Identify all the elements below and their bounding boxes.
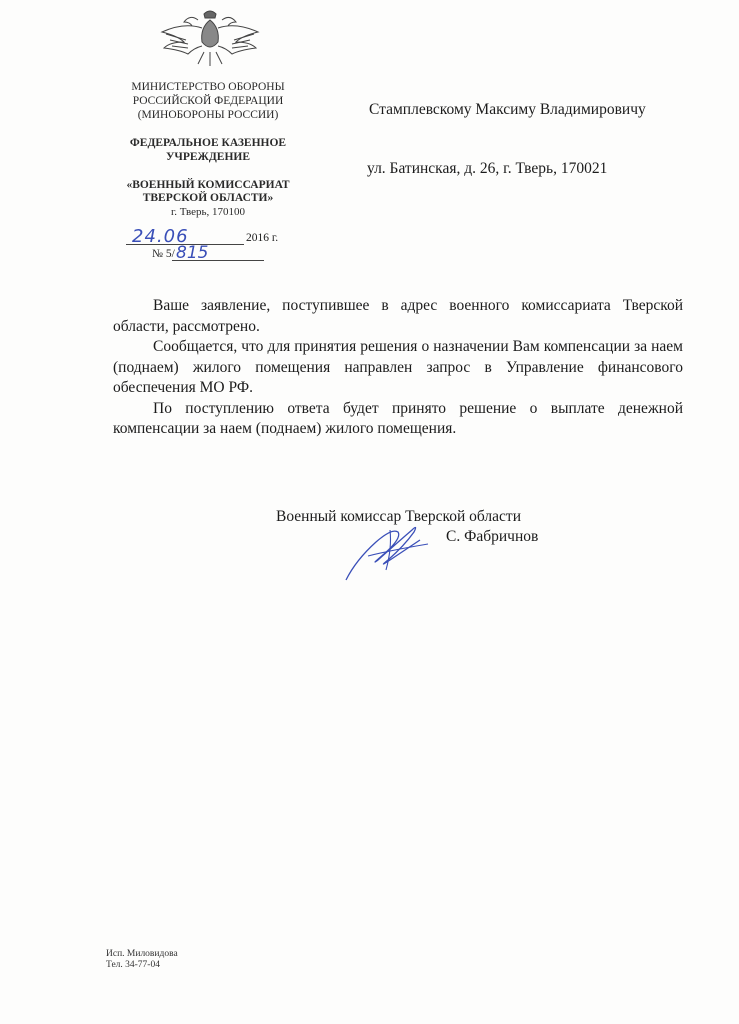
recipient-name: Стамплевскому Максиму Владимировичу <box>369 101 646 118</box>
recipient-address: ул. Батинская, д. 26, г. Тверь, 170021 <box>367 160 608 177</box>
institution-header <box>108 136 308 164</box>
signatory-position: Военный комиссар Тверской области <box>276 508 521 525</box>
letter-body <box>113 296 683 440</box>
signatory-name: С. Фабричнов <box>446 528 539 545</box>
body-paragraph: По поступлению ответа будет принято решение о выплате денежной компенсации за наем (поднаем) жилого помещения. <box>113 399 683 437</box>
ministry-line: МИНИСТЕРСТВО ОБОРОНЫ <box>131 81 285 93</box>
double-headed-eagle-emblem-icon <box>156 6 264 68</box>
handwritten-number: 815 <box>176 243 209 263</box>
number-prefix: № 5/ <box>152 248 175 260</box>
commissariat-header <box>108 179 308 205</box>
institution-line: ФЕДЕРАЛЬНОЕ КАЗЕННОЕ <box>129 137 287 149</box>
institution-line: УЧРЕЖДЕНИЕ <box>165 151 251 163</box>
executor-phone: Тел. 34-77-04 <box>106 960 160 970</box>
commissariat-line: ТВЕРСКОЙ ОБЛАСТИ» <box>142 192 274 204</box>
commissariat-line: «ВОЕННЫЙ КОМИССАРИАТ <box>126 179 290 191</box>
date-year: 2016 г. <box>246 232 279 244</box>
ministry-header <box>108 80 308 122</box>
body-paragraph: Сообщается, что для принятия решения о назначении Вам компенсации за наем (поднаем) жилого помещения направлен запрос в Управление финансового обеспечения МО РФ. <box>113 338 683 396</box>
executor-info <box>106 949 178 971</box>
executor-name: Исп. Миловидова <box>106 949 178 959</box>
body-paragraph: Ваше заявление, поступившее в адрес военного комиссариата Тверской области, рассмотрено. <box>113 297 683 335</box>
letter-number <box>152 244 272 264</box>
handwritten-date: 24.06 <box>132 226 189 247</box>
sender-city: г. Тверь, 170100 <box>171 206 245 218</box>
ministry-line: (МИНОБОРОНЫ РОССИИ) <box>137 109 279 121</box>
handwritten-signature-icon <box>338 516 448 586</box>
ministry-line: РОССИЙСКОЙ ФЕДЕРАЦИИ <box>132 95 284 107</box>
number-underline <box>172 260 264 261</box>
